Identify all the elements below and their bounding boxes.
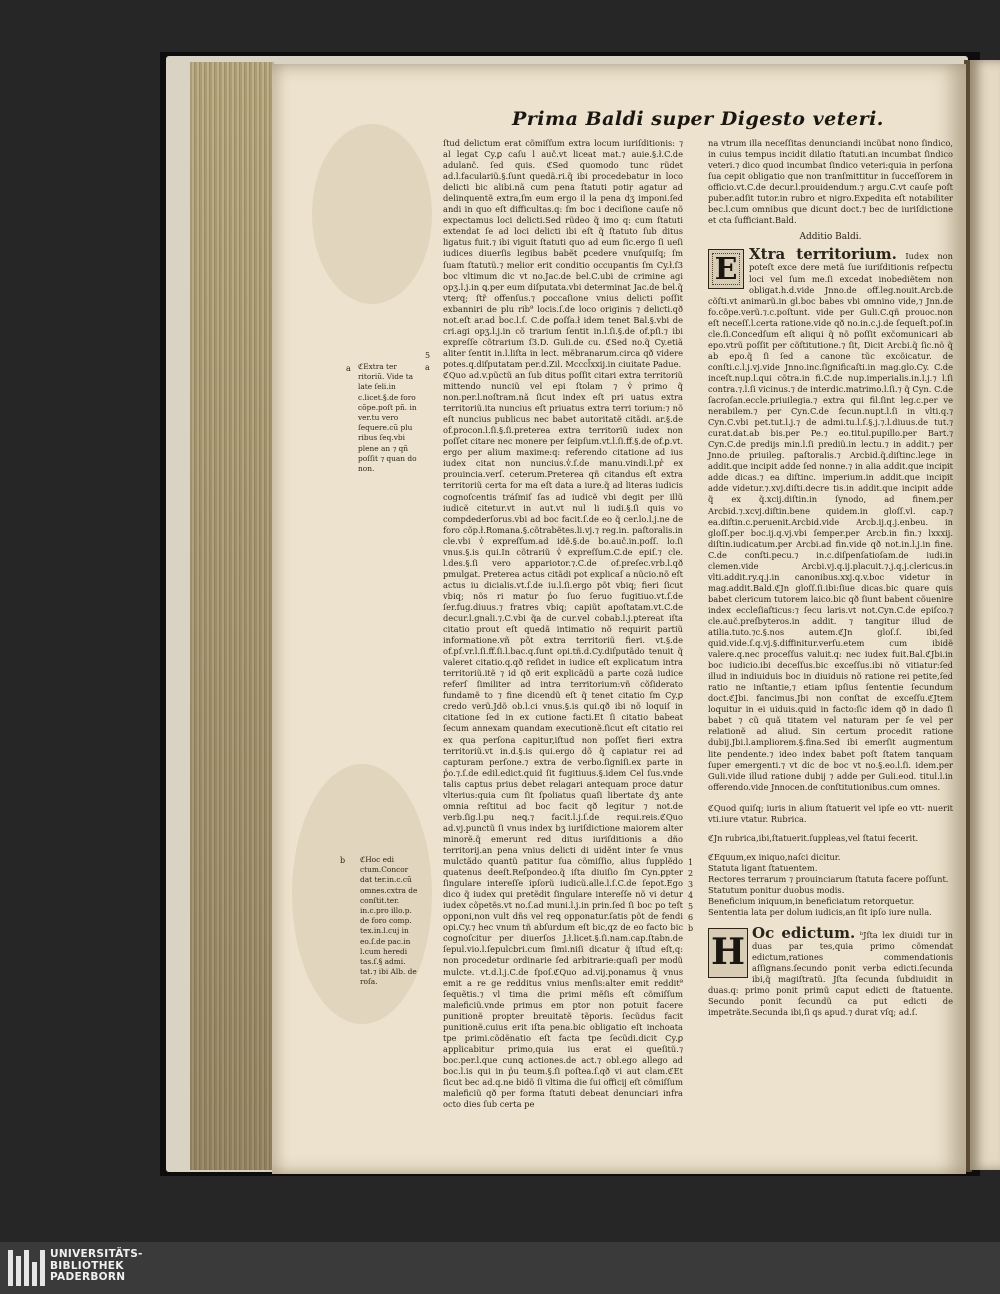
additio-heading: Additio Baldi. <box>799 232 862 243</box>
rubric-title: ℭQuod quiſq; iuris in alium ſtatuerit vel ipſe eo vtt- nuerit vti.iure vtatur. Rubrica. <box>708 802 953 824</box>
list-number: 1 <box>688 858 694 867</box>
margin-number: 5 <box>425 351 431 360</box>
margin-note-extra-territorium: ℭExtra ter ritoriũ. Vide ta late ſeli.in c.licet.§.de foro cõpe.poſt pñ. in ver.tu vero ſequere.cũ plu ribus ſeq.vbi plene an ⁊ qñ poſſit ⁊ quan do non. <box>358 362 417 474</box>
additio-paragraph <box>708 245 954 792</box>
right-text-column <box>708 138 953 1018</box>
library-name-line: BIBLIOTHEK <box>50 1259 124 1272</box>
list-item: Sententia lata per dolum iudicis,an ſit ipſo iure nulla. <box>708 906 932 917</box>
paragraph: ℭQuo ad.v.pũctũ an ſub ditus poſſit citari extra territoriũ mittendo nunciũ vel epi ſtolam ⁊ v̾ primo q̃ non.per.l.noſtram.nã ſicut index eſt pri uatus extra territoriũ.ita nuncius eſt priuatus extra terri torium:⁊ nõ eſt nuncius publicus nec babet autoritatẽ citãdi. ar.§.de of.procon.l.ſi.§.ſi.preterea extra territoriũ iudex non poſſet citare nec monere per ſeipſum.vt.l.ſi.ff.§.de of.ꝑ.vt. ergo per alium maxime:q: referendo citatione ad ius iudex citat non nuncius.v̾.ſ.de manu.vindi.l.pr̾ ex prouincia.verſ. ceterum.Preterea qñ citandus eſt extra territoriũ certa for ma eſt data a iure.q̃ ad literas iudicis cognoſcentis tráſmiſ ſas ad iudicẽ vbi degit per illũ iudicẽ citetur.vt in aut.vt nul li iudi.§.ſi quis vo compdederſorus.vbi ad boc facit.ſ.de eo q̃ cer.lo.l.j.ne de foro cõp.ł.Romana.§.cõtrabẽtes.li.vj.⁊ reg.in. paſtoralis.in cle.vbi v̾ expreſſum.ad idẽ.§.de bo.auč.in.poſſ. lo.ſi vnus.§.is qui.In cõtrariũ v̾ expreſſum.C.de epiſ.⁊ cle. l.des.§.ſi vero appariotor.⁊.C.de of.preſec.vrb.l.qð pmulgat. Preterea actus citãdi pot explicaſ a nũcio.nõ eſt actus iu dicialis.vt.ſ.de iu.l.ſi.ergo põt vbiq; fieri ſicut vbiq; nõs ri matur p̾o ſuo ſeruo fugitiuo.vt.ſ.de ſer.fug.diuus.⁊ fratres vbiq; capiũt apoſtatam.vt.C.de decur.l.gnali.⁊.C.vbi q̃a de cur.vel cobab.l.j.ptereat iſta citatio prout eſt quedã intimatio nõ requirit partiũ informatione.vñ põt extra territoriũ fieri. vt.§.de of.pſ.vr.l.ſi.ff.ſi.l.bac.q.ſunt opi.tñ.d.Cy.diſputãdo tenuit q̃ valeret citatio.q.qð reſidet in iudice eſt explicatum intra territoriũ.itẽ ⁊ id qð erit explicãdũ a parte cozã iudice referſ ſimiliter ad intra territorium:vñ cõſiderato fundamẽ to ⁊ fine dicendũ eſt q̃ tenet citatio ſm Cy.ꝑ credo verũ.Jdõ ob.l.ci vnus.§.is qui.qð ibi nõ loquiſ in citatione ſed in ex cutione facti.Et ſi citatio babeat ſecum annexam quandam executionẽ.ſicut eſt citatio rei ex qua perſona capitur,iſtud non poſſet fieri extra territoriũ.vt in.d.§.is qui.ergo dõ q̃ capiatur rei ad capturam perſone.⁊ extra de verbo.ſigniſi.ex parte in p̾o.⁊.ſ.de edil.edict.quid ſit fugitiuus.§.idem Cel ſus.vnde talis captus prius debet relagari antequam proce datur vlterius:quia cum ſit ſpoliatus quaſi libertate dʒ ante omnia reſtitui ad boc facit qð legitur ⁊ not.de verb.ſig.l.pu neꝗ.⁊ facit.l.j.ſ.de requi.reis.ℭQuo ad.vj.punctũ ſi vnus index bʒ iuriſdictione maiorem alter minorẽ.q̃ emerunt red ditus iuriſditionis a dño territorij.an pena vnius delicti di uidẽnt inter ſe vnus mulctãdo quantũ patitur ſua cõmiſſio, alius ſupplẽdo quatenus deeſt.Reſpondeo.q̃ iſta diuiſio ſm Cyn.ꝑpter ſingulare intereſſe ipſorũ iudicũ.alle.l.ſ.C.de ſepot.Ego dico q̃ iudex qui pretẽdit ſingulare intereſſe nõ vi detur iudex cõpetẽs.vt no.ſ.ad muni.l.j.in prin.ſed ſi boc po teſt opponi,non vult dñs vel reꝗ opponatur.ſatis põt de fendi opi.Cy.⁊ hec vnum tñ abſurdum eſt bic,qz de eo facto bic cognoſcitur per diuerſos J.ł.licet.§.ſi.nam.cap.ſtabn.de ſepul.vio.l.ſepulcbri.cum ſimi.niſi dicatur q̃ iſtud eſt,q: non procedetur ordinarie ſed arbitrarie:quaſi per modũ mulcte. vt.d.l.j.C.de ſpoſ.ℭQuo ad.vij.ponamus q̃ vnus emit a re ge redditus vnius menſis:alter emit reddit⁹ ſequẽtis.⁊ vl tima die primi mẽſis eſt cõmiſſum maleficiũ.vnde primus em ptor non potuit facere punitionẽ propter breuitatẽ tẽporis. ſecũdus facit punitionẽ.cuius erit iſta pena.bic obligatio eſt inchoata tpe primi.cõdẽnatio eſt facta tpe ſecũdi.dicit Cy.ꝑ applicabitur primo,quia ius erat ei queſitũ.⁊ boc.per.l.que cunꝗ actiones.de act.⁊ obl.ego allego ad boc.l.is qui in p̾u teum.§.ſi poſtea.ſ.qð vi aut clam.ℭEt ſicut bec ad.q.ne bidõ ſi vltima die ſui officij eſt cõmiſſum maleficiũ qð per forma ſtatuti debeat denunciari infra octo dies ſub certa pe <box>443 369 683 1110</box>
rubric-note: ℭJn rubrica,ibi,ſtatuerit.ſuppleas,vel ſtatui fecerit. <box>708 832 919 843</box>
facing-page-edge <box>970 60 1000 1170</box>
hoc-text: ᵇJſta lex diuidi tur in duas par tes,quia primo cõmendat edictum,rationes commendationis aſſignans.ſecundo ponit verba edicti.ſecunda ibi,q̃ magiſtratũ. Jſta ſecunda ſubdiuidit in duas.q: primo ponit primũ caput edicti de ſtatuente. Secundo ponit ſecundũ ca put edicti de impetrãte.Secunda ibi,ſi qs apud.⁊ durat vſq; ad.ſ. <box>708 929 954 1018</box>
list-number: 3 <box>688 880 694 889</box>
decorated-initial: H <box>708 928 748 978</box>
decorated-initial: E <box>708 249 744 289</box>
library-name-line: UNIVERSITÄTS- <box>50 1248 143 1260</box>
list-item: ℭEquum,ex iniquo,naſci dicitur. <box>708 851 841 862</box>
library-logo-icon <box>8 1250 45 1286</box>
library-footer <box>0 1242 1000 1294</box>
margin-letter: b <box>688 924 694 933</box>
list-number: 4 <box>688 891 694 900</box>
list-numbers <box>688 857 693 923</box>
margin-letter: a <box>346 364 351 373</box>
paragraph: ſtud delictum erat cõmiſſum extra locum iuriſditionis: ⁊ al legat Cy.ꝑ caſu l auč.vt liceat mat.⁊ auie.§.ł.C.de adulanč. ſed quis. ℭSed quomodo tunc rũdet ad.l.faculariũ.§.ſunt quedã.ri.q̃ ibi procedebatur in loco delicti bic alibi.nã cum pena ſtatuti potiŗ agatur ad delinquentẽ extra,ſm eum ergo il la pena dʒ imponi.ſed andi in quo eſt difficultas.q: ſm boc i deciſione cauſe nõ expectamus loci delicti.Sed rũdeo q̃ imo q: cum ſtatuti extendat ſe ad loci delicti ibi eſt q̃ ſtatuto ſub ditus ligatus fuit.⁊ ibi viguit ſtatuti quo ad eum ſic.ergo ſi ueſi iudices diuerſis legibus babẽt ꝑcedere vnuſquiſq; ſm ſuam ſtatutũ.⁊ melior erit conditio occupantis ſm Cy.ł.ſ3 boc vltimum dic vt no.Jac.de bel.C.ubi de crimine agi opʒ.l.j.in ꝗ.per eum diſputata.vbi determinat Jac.de bel.q̃ vterq; ſtr̃ offenſus.⁊ ꝑoccaſione vnius delicti poſſit exbanniri de plu rib⁹ locis.ſ.de loco originis ⁊ delicti.qð not.eſt ar.ad boc.l.ſ. C.de ꝑoſſa.ł idem tenet Bal.§.vbi de cri.agi opʒ.l.j.in cõ trarium ſentit in.l.ſi.§.de of.pſi.⁊ ibi expreſſe cõtrarium ſ3.D. Guli.de cu. ℭSed no.q̃ Cy.etiã aliter ſentit in.l.liſta in lect. mẽbranarum.circa qð videre potes.q.diſputatam per.d.Zil. Mcccl̃xxij.in ciuitate Padue. <box>443 138 683 369</box>
list-number: 5 <box>688 902 694 911</box>
page-edges <box>190 62 274 1170</box>
running-head: Prima Baldi super Digesto veteri. <box>512 108 884 130</box>
summary-list <box>708 852 953 918</box>
list-item: Statutum ponitur duobus modis. <box>708 884 845 895</box>
hoc-edictum-paragraph <box>708 923 954 1018</box>
list-number: 6 <box>688 913 694 922</box>
additio-text: Iudex non poteſt exce dere metã ſue iuriſditionis reſpectu loci vel ſum me.ſi excedat inobediẽtem non obligat.h.d.vide Jnno.de off.leg.nouit.Arcb.de cõſti.vt animarũ.in gl.boc babes vbi omnino vide,⁊ Jnn.de fo.cõpe.verũ.⁊.c.poſtunt. vide per Guli.C.qñ prouoc.non eſt neceſſ.l.certa ratione.vide qð no.in.c.j.de ſequeſt.poſ.in cle.ſi.Concedſum eſt aliqui q̃ nõ poſſit exc̃omunicari ab epo.vtrũ poſſit per cõſtitutione.⁊ ſit, Dicit Arcbi.q̃ ſic.nõ q̃ ab epo.q̃ ſi ſed a canone tũc excõicatur. de conſti.c.l.j.vj.vide Jnno.inc.ſignificaſti.in mag.glo.Cy. C.de inceſt.nup.l.qui cõtra.in fi.C.de nup.imperialis.in.l.j.⁊ l.ſi contra.⁊.l.ſi vicinus.⁊ de interdic.matrimo.l.ſi.⁊ q̃ Cyn. C.de ſacroſan.eccle.priuilegia.⁊ extra qui fil.ſint leg.c.per ve nerabilem.⁊ per Cyn.C.de ſecun.nupt.l.ſi in vlti.q.⁊ Cyn.C.vbi pet.tut.l.j.⁊ de admi.tu.l.ſ.§.j.⁊.l.diuus.de tut.⁊ curat.dat.ab bis.per Pe.⁊ eo.titul.pupillo.per Bart.⁊ Cyn.C.de predijs min.l.ſi prediũ.in lectu.⁊ in addit.⁊ per Jnno.de priuileg. paſtoralis.⁊ Arcbid.q̃.diſtinc.lege in addit.que incipit adde ſed nonne.⁊ in alia addit.que incipit adde dicas.⁊ ea diſtinc. imperium.in addit.que incipit adde videtur.⁊.xvj.diſti.decre tis.in addit.que incipit adde q̃ ex q̃.xcij.diſtin.in ſynodo, ad finem.per Arcbid.⁊.xcvj.diſtin.bene quidem.in gloſſ.vl. cap.⁊ ea.diſtin.c.peruenit.Arcbid.vide Arcb.ij.q.j.enbeu. in gloſſ.per boc.ij.q.vj.vbi ſemper.per Arcb.in fin.⁊ lxxxij. diſtin.iudicatum.per Arcbi.ad fin.vide qð not.in.l.j.in fine. C.de conſti.pecu.⁊ in.c.diſpenſatioſam.de iudi.in clemen.vide Arcbi.vj.q.ij.placuit.⁊.j.q.j.clericus.in vlti.addit.ry.q.j.in canonibus.xxj.q.v.boc videtur in mag.addit.Bald.ℭJn gloſſ.ſi.ibi:ſiue dicas.bic quare quis babet clericum tutorem laico.bic qð ſiunt babent cõuenire index eccleſiaſticus:⁊ ſecu laris.vt not.Cyn.C.de epiſco.⁊ cle.auč.preſbyteros.in addit. ⁊ tangitur illud de atilia.tuto.⁊c.§.nos autem.ℭJn gloſ.ſ. ibi,ſed quid.vide.ſ.q.vj.§.diffinitur.verſu.etem cum ibidẽ valere.q.nec proceſſus valuit.q: nec iudex fuit.Bal.ℭJbi.in boc iudicio.ibi deceſſus.bic exceſſus.ibi nõ vitiatur:ſed illud in indiuiduis boc in diuiduis nõ ratione rei petite,ſed ratio ne inſtantie,⁊ etiam ipſius ſententie ſecundum doct.ℭJbi. fancimus.Jbi non conſtat de exceſſu.ℭJtem loquitur in ei uiduis.quid in facto:ſic idem qð in dado ſi babet ⁊ cũ quã titatem vel naturam per ſe vel per relationẽ ad aliud. Sin certum procedit ratione dubij.Jbi.l.ampliorem.§.fina.Sed ibi emerſit augmentum lite pendente.⁊ ideo index babet poſt ſtatem tanquam ſuper emergenti.⁊ vt dic de boc vt no.§.eo.l.ſi. idem.per Guli.vide illud ratione dubij ⁊ adde per Guli.eod. titul.l.in offerendo.vide Jnnocen.de conſtitutionibus.cum omnes. <box>708 251 954 792</box>
lead-words: Oc edictum. <box>752 923 856 942</box>
paragraph: na vtrum illa neceſſitas denunciandi incũbat nono ſindico, in cuius tempus incidit dilatio ſtatuti.an incumbat ſindico veteri.⁊ dico quod incumbat ſindico veteri:quia in perſona ſua cepit obligatio que non tranſmittitur in ſucceſſorem in officio.vt.C.de decur.l.prouidendum.⁊ argu.C.vt cauſe poſt puber.adſit tutor.in rubro et nigro.Expedita eſt notabiliter bec.l.cum omnibus que dicunt doct.⁊ bec de iuriſdictione et cta ſufficiant.Bald. <box>708 138 953 226</box>
lead-words: Xtra territorium. <box>749 245 897 264</box>
list-item: Statuta ligant ſtatuentem. <box>708 862 818 873</box>
list-number: 2 <box>688 869 694 878</box>
paper-stain <box>312 124 432 304</box>
library-name-line: PADERBORN <box>50 1271 126 1283</box>
margin-note-hoc-edictum: ℭHoc edi ctum.Concor dat ter.in.c.cũ omnes.cxtra de conſtit.ter. in.c.pro illo.p. de foro comp. tex.in.l.cuj in eo.ſ.de pac.in l.cum heredi tas.ſ.§ admi. tat.⁊ ibi Alb. de roſa. <box>360 855 418 987</box>
list-item: Beneficium iniquum,in beneficiatum retorquetur. <box>708 895 915 906</box>
margin-letter: a <box>425 363 430 372</box>
library-name <box>50 1249 143 1284</box>
margin-letter: b <box>340 856 346 865</box>
left-text-column <box>443 138 683 1110</box>
list-item: Rectores terrarum ⁊ prouinciarum ſtatuta facere poſſunt. <box>708 873 949 884</box>
